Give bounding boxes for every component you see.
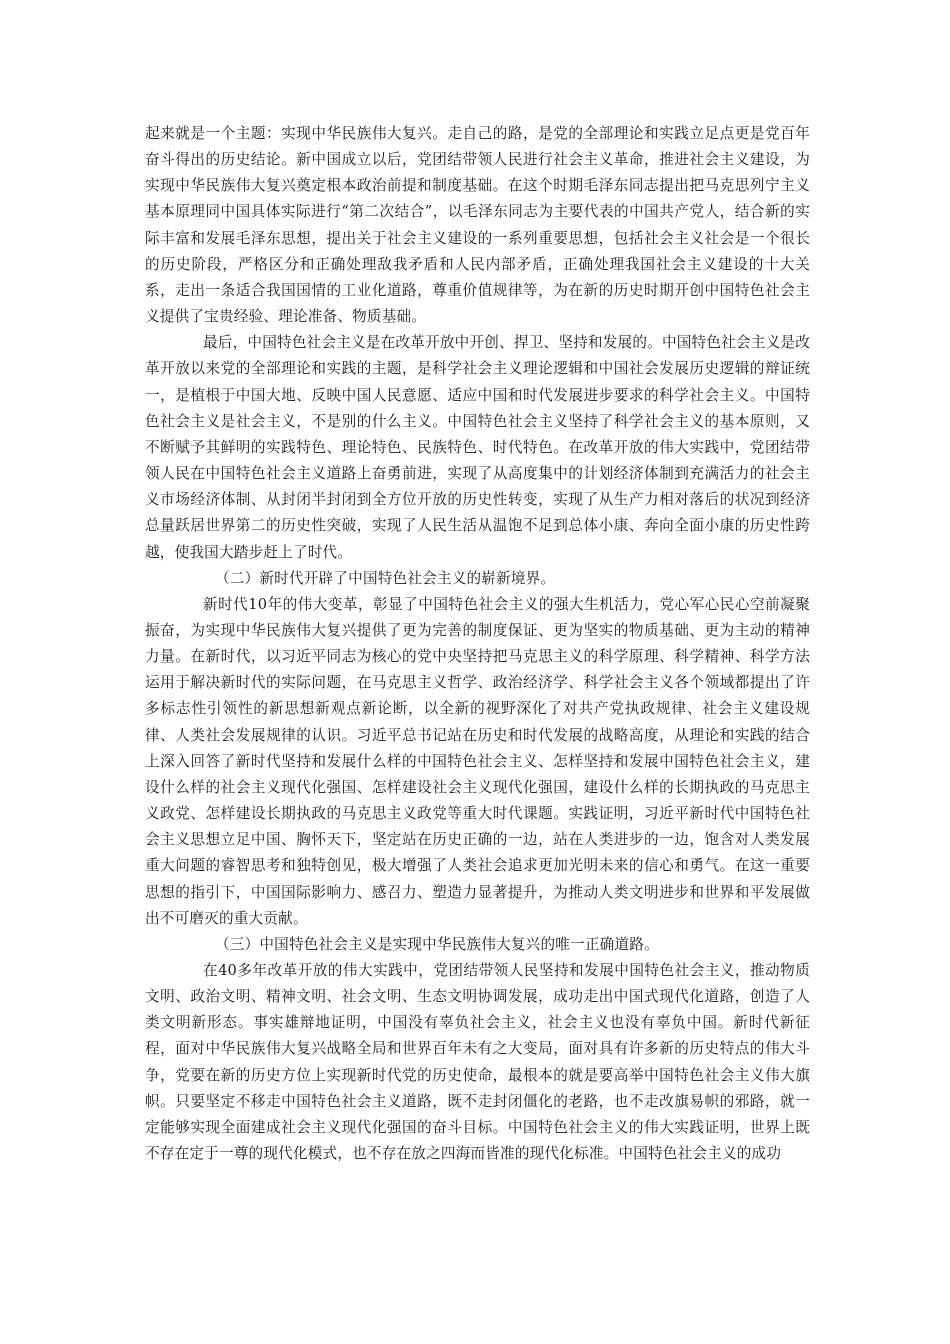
paragraph-only-correct-path: 在40多年改革开放的伟大实践中，党团结带领人民坚持和发展中国特色社会主义，推动物质文明、政治文明、精神文明、社会文明、生态文明协调发展，成功走出中国式现代化道路，创造了人类文明新形态。事实雄辩地证明，中国没有辜负社会主义，社会主义也没有辜负中国。新时代新征程，面对中华民族伟大复兴战略全局和世界百年未有之大变局，面对具有许多新的历史特点的伟大斗争，党要在新的历史方位上实现新时代党的历史使命，最根本的就是要高举中国特色社会主义伟大旗帜。只要坚定不移走中国特色社会主义道路，既不走封闭僵化的老路，也不走改旗易帜的邪路，就一定能够实现全面建成社会主义现代化强国的奋斗目标。中国特色社会主义的伟大实践证明，世界上既不存在定于一尊的现代化模式，也不存在放之四海而皆准的现代化标准。中国特色社会主义的成功 (145, 962, 810, 1163)
paragraph-continuation: 起来就是一个主题：实现中华民族伟大复兴。走自己的路，是党的全部理论和实践立足点更是党百年奋斗得出的历史结论。新中国成立以后，党团结带领人民进行社会主义革命，推进社会主义建设，为实现中华民族伟大复兴奠定根本政治前提和制度基础。在这个时期毛泽东同志提出把马克思列宁主义基本原理同中国具体实际进行“第二次结合”，以毛泽东同志为主要代表的中国共产党人，结合新的实际丰富和发展毛泽东思想，提出关于社会主义建设的一系列重要思想，包括社会主义社会是一个很长的历史阶段，严格区分和正确处理敌我矛盾和人民内部矛盾，正确处理我国社会主义建设的十大关系，走出一条适合我国国情的工业化道路，尊重价值规律等，为在新的历史时期开创中国特色社会主义提供了宝贵经验、理论准备、物质基础。 (145, 125, 810, 326)
paragraph-new-era: 新时代10年的伟大变革，彰显了中国特色社会主义的强大生机活力，党心军心民心空前凝聚振奋，为实现中华民族伟大复兴提供了更为完善的制度保证、更为坚实的物质基础、更为主动的精神力量。在新时代，以习近平同志为核心的党中央坚持把马克思主义的科学原理、科学精神、科学方法运用于解决新时代的实际问题，在马克思主义哲学、政治经济学、科学社会主义各个领域都提出了许多标志性引领性的新思想新观点新论断，以全新的视野深化了对共产党执政规律、社会主义建设规律、人类社会发展规律的认识。习近平总书记站在历史和时代发展的战略高度，从理论和实践的结合上深入回答了新时代坚持和发展什么样的中国特色社会主义、怎样坚持和发展中国特色社会主义，建设什么样的社会主义现代化强国、怎样建设社会主义现代化强国，建设什么样的长期执政的马克思主义政党、怎样建设长期执政的马克思主义政党等重大时代课题。实践证明，习近平新时代中国特色社会主义思想立足中国、胸怀天下，坚定站在历史正确的一边，站在人类进步的一边，饱含对人类发展重大问题的睿智思考和独特创见，极大增强了人类社会追求更加光明未来的信心和勇气。在这一重要思想的指引下，中国国际影响力、感召力、塑造力显著提升，为推动人类文明进步和世界和平发展做出不可磨灭的重大贡献。 (145, 595, 810, 927)
section-heading-2: （二）新时代开辟了中国特色社会主义的崭新境界。 (215, 569, 556, 587)
section-heading-3: （三）中国特色社会主义是实现中华民族伟大复兴的唯一正确道路。 (215, 935, 659, 953)
paragraph-finally-reform-opening: 最后，中国特色社会主义是在改革开放中开创、捍卫、坚持和发展的。中国特色社会主义是改革开放以来党的全部理论和实践的主题，是科学社会主义理论逻辑和中国社会发展历史逻辑的辩证统一，是植根于中国大地、反映中国人民意愿、适应中国和时代发展进步要求的科学社会主义。中国特色社会主义是社会主义，不是别的什么主义。中国特色社会主义坚持了科学社会主义的基本原则，又不断赋予其鲜明的实践特色、理论特色、民族特色、时代特色。在改革开放的伟大实践中，党团结带领人民在中国特色社会主义道路上奋勇前进，实现了从高度集中的计划经济体制到充满活力的社会主义市场经济体制、从封闭半封闭到全方位开放的历史性转变，实现了从生产力相对落后的状况到经济总量跃居世界第二的历史性突破，实现了人民生活从温饱不足到总体小康、奔向全面小康的历史性跨越，使我国大踏步赶上了时代。 (145, 334, 810, 561)
document-body (145, 121, 810, 1167)
